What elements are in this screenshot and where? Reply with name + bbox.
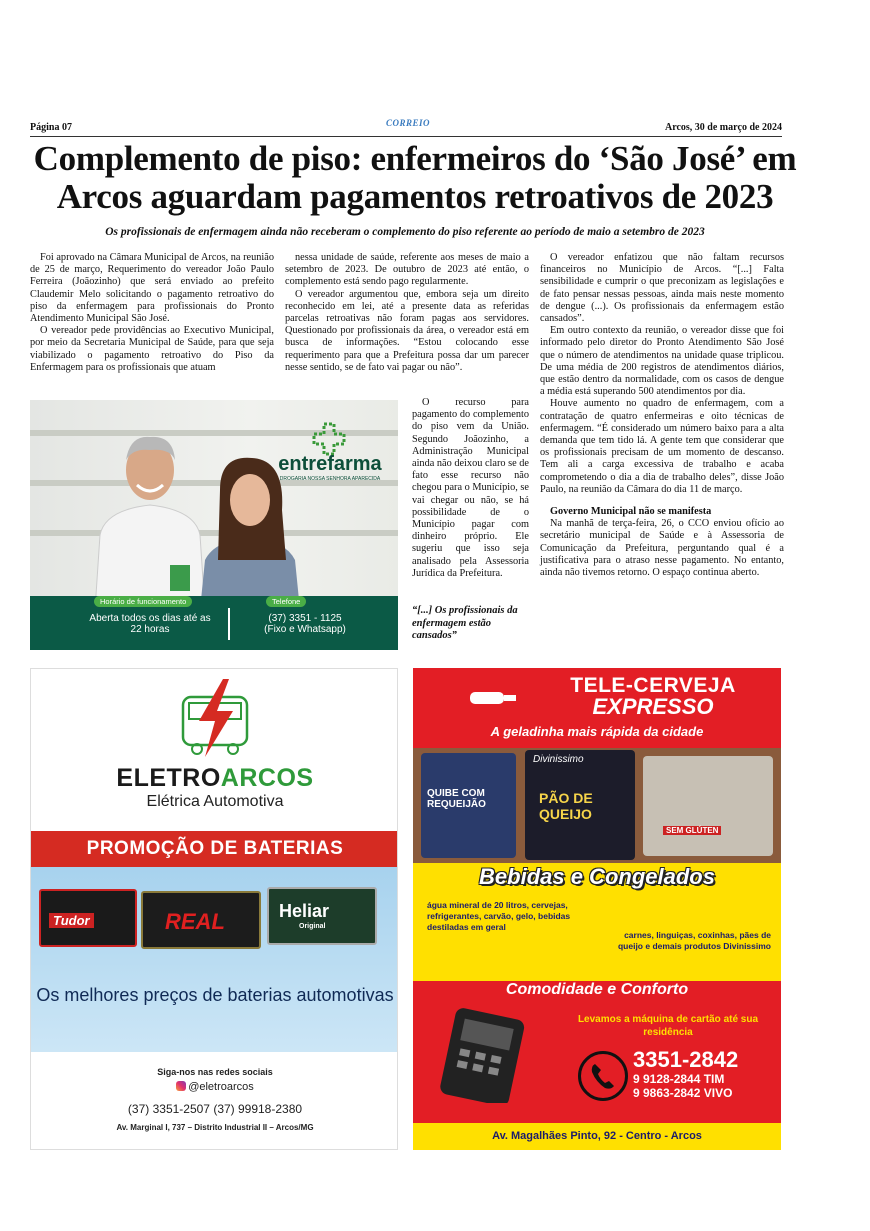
battery-brand-label: REAL bbox=[165, 909, 225, 934]
article-column-2 bbox=[285, 252, 529, 374]
entrefarma-slogan: DROGARIA NOSSA SENHORA APARECIDA bbox=[279, 476, 381, 482]
eletroarcos-subtitle: Elétrica Automotiva bbox=[146, 793, 284, 810]
phone-vivo: 9 9863-2842 VIVO bbox=[633, 1086, 733, 1100]
contact-footer bbox=[31, 1052, 398, 1150]
pull-quote: “[...] Os profissionais da enfermagem estão cansados” bbox=[412, 605, 518, 641]
telecerveja-address: Av. Magalhães Pinto, 92 - Centro - Arcos bbox=[413, 1123, 781, 1150]
instagram-text: @eletroarcos bbox=[188, 1081, 254, 1093]
telecerveja-ad bbox=[413, 668, 781, 1150]
pharmacy-cross-icon bbox=[312, 422, 346, 456]
page-number: Página 07 bbox=[30, 122, 72, 133]
phone-icon bbox=[578, 1051, 628, 1101]
hours-tag: Horário de funcionamento bbox=[94, 596, 192, 607]
promo-banner: PROMOÇÃO DE BATERIAS bbox=[31, 831, 398, 867]
pharmacy-phone-note: (Fixo e Whatsapp) bbox=[264, 624, 346, 635]
card-machine-icon bbox=[427, 1008, 542, 1103]
eletroarcos-phones: (37) 3351-2507 (37) 99918-2380 bbox=[127, 1102, 303, 1116]
battery-heliar bbox=[267, 887, 377, 945]
best-prices-text: Os melhores preços de baterias automotivas bbox=[36, 985, 394, 1005]
instagram-icon bbox=[176, 1081, 186, 1091]
opening-hours: Aberta todos os dias até as 22 horas bbox=[89, 613, 211, 635]
telecerveja-title: TELE-CERVEJA bbox=[570, 674, 736, 697]
comfort-title: Comodidade e Conforto bbox=[505, 981, 689, 998]
product-package bbox=[643, 756, 773, 856]
battery-real bbox=[141, 891, 261, 949]
eletroarcos-ad bbox=[30, 668, 398, 1150]
follow-text: Siga-nos nas redes sociais bbox=[157, 1067, 273, 1077]
telecerveja-title-expresso: EXPRESSO bbox=[592, 694, 714, 719]
paragraph: Na manhã de terça-feira, 26, o CCO enviou ofício ao secretário municipal de Saúde e à Assessoria de Comunicação da Prefeitura, perguntando qual é a justificativa para o atraso nesse pagamento. No entanto, ainda não tivemos retorno. O espaço continua aberto. bbox=[540, 518, 784, 579]
issue-date: Arcos, 30 de março de 2024 bbox=[664, 122, 782, 133]
drinks-list: água mineral de 20 litros, cervejas, refrigerantes, carvão, gelo, bebidas destiladas em geral bbox=[427, 900, 571, 932]
phone-tim: 9 9128-2844 TIM bbox=[633, 1072, 725, 1086]
brand-part-arcos: ARCOS bbox=[220, 764, 314, 792]
paragraph: O recurso para pagamento do complemento do piso vem da União. Segundo Joãozinho, a Administração Municipal ainda não deixou claro se de fato esse recurso não chegou para o Município, se vai chegar ou não, se há possibilidade de o Município pagar com dinheiro próprio. Ele sugeriu que isso seja analisado pela Assessoria Jurídica da Prefeitura. bbox=[412, 397, 529, 579]
entrefarma-ad bbox=[30, 400, 398, 650]
section-subtitle: Governo Municipal não se manifesta bbox=[550, 506, 712, 518]
section-title: Bebidas e Congelados bbox=[479, 864, 715, 889]
article-column-3 bbox=[540, 252, 784, 579]
eletroarcos-logo-text bbox=[31, 764, 398, 793]
article-column-1 bbox=[30, 252, 274, 374]
paragraph: O vereador enfatizou que não faltam recursos financeiros no Município de Arcos. “[...] Falta sensibilidade e cumprir o que preconizam as legislações e de fato pensar nessas pessoas, ainda mais neste momento de dengue (...). Os profissionais da enfermagem estão cansados”. bbox=[540, 252, 784, 325]
brand-part-eletro: ELETRO bbox=[116, 764, 221, 792]
product-label: PÃO DE QUEIJO bbox=[539, 790, 593, 822]
entrefarma-logo-text: entrefarma bbox=[278, 453, 382, 475]
paragraph: O vereador pede providências ao Executivo Municipal, por meio da Secretaria Municipal de Saúde, para que seja viabilizado o pagamento retroativo do Piso da Enfermagem para os profissionais que atuam bbox=[30, 325, 274, 373]
product-brand: Divinissimo bbox=[533, 754, 584, 765]
paragraph: Em outro contexto da reunião, o vereador disse que foi informado pelo diretor do Pronto Atendimento São José que o número de atendimentos na unidade quase triplicou. De uma média de 200 registros de atendimentos diários, que estão dentro da normalidade, com os casos de dengue a média está superando 500 atendimentos por dia. bbox=[540, 325, 784, 398]
battery-tudor bbox=[39, 889, 137, 947]
article-subhead: Os profissionais de enfermagem ainda não receberam o complemento do piso referente ao período de maio a setembro de 2023 bbox=[105, 226, 705, 238]
instagram-handle bbox=[31, 1081, 398, 1093]
product-package bbox=[421, 753, 516, 858]
bottle-icon bbox=[468, 682, 518, 712]
product-label: SEM GLÚTEN bbox=[663, 826, 721, 835]
product-package bbox=[525, 750, 635, 860]
article-headline: Complemento de piso: enfermeiros do ‘São José’ em Arcos aguardam pagamentos retroativos de 2023 bbox=[33, 139, 797, 216]
phone-main: 3351-2842 bbox=[633, 1047, 739, 1072]
article-column-2-narrow bbox=[412, 397, 529, 580]
frozen-list: carnes, linguiças, coxinhas, pães de queijo e demais produtos Divinissimo bbox=[617, 930, 771, 951]
card-machine-text: Levamos a máquina de cartão até sua residência bbox=[577, 1014, 759, 1038]
phone-numbers bbox=[633, 1048, 773, 1100]
battery-brand-label: Heliar bbox=[279, 901, 330, 921]
page-header bbox=[30, 118, 782, 137]
telecerveja-tagline: A geladinha mais rápida da cidade bbox=[490, 724, 704, 739]
paragraph: Foi aprovado na Câmara Municipal de Arcos, na reunião de 25 de março, Requerimento do vereador João Paulo Ferreira (Joãozinho) que será enviado ao prefeito Claudemir Melo solicitando o pagamento retroativo do piso da enfermagem para profissionais do Pronto Atendimento Municipal São José. bbox=[30, 252, 274, 325]
product-label: QUIBE COM REQUEIJÃO bbox=[427, 788, 486, 810]
phone-tag: Telefone bbox=[266, 596, 306, 607]
frozen-products-photo bbox=[413, 748, 781, 863]
paragraph: nessa unidade de saúde, referente aos meses de maio a setembro de 2023. De outubro de 2023 até então, o complemento está sendo pago regularmente. bbox=[285, 252, 529, 288]
battery-brand-label: Tudor bbox=[49, 913, 94, 928]
battery-original-label: Original bbox=[299, 923, 326, 930]
eletroarcos-address: Av. Marginal I, 737 – Distrito Industrial II – Arcos/MG bbox=[116, 1123, 314, 1132]
paragraph: Houve aumento no quadro de enfermagem, com a contratação de quatro enfermeiras e oito técnicas de enfermagem. “É considerado um número baixo para a alta demanda que tem tido lá. A gente tem que considerar que os profissionais precisam de um momento de descanso. Tem ali a carga excessiva de trabalho e acaba comprometendo o dia a dia de trabalho deles”, disse João Paulo, na reunião da Câmara do dia 11 de março. bbox=[540, 398, 784, 495]
bus-bolt-logo-icon bbox=[179, 679, 251, 759]
paragraph: O vereador argumentou que, embora seja um direito reconhecido em lei, até a presente data as referidas parcelas retroativas não foram pagas aos servidores. Questionado por profissionais da área, o vereador está em busca de informações. “Estou colocando esse requerimento para que a Prefeitura possa dar um parecer nesse sentido, se de fato vai pagar ou não”. bbox=[285, 288, 529, 373]
newspaper-logo: CORREIO bbox=[386, 118, 431, 128]
pharmacy-phone: (37) 3351 - 1125 bbox=[268, 613, 342, 624]
